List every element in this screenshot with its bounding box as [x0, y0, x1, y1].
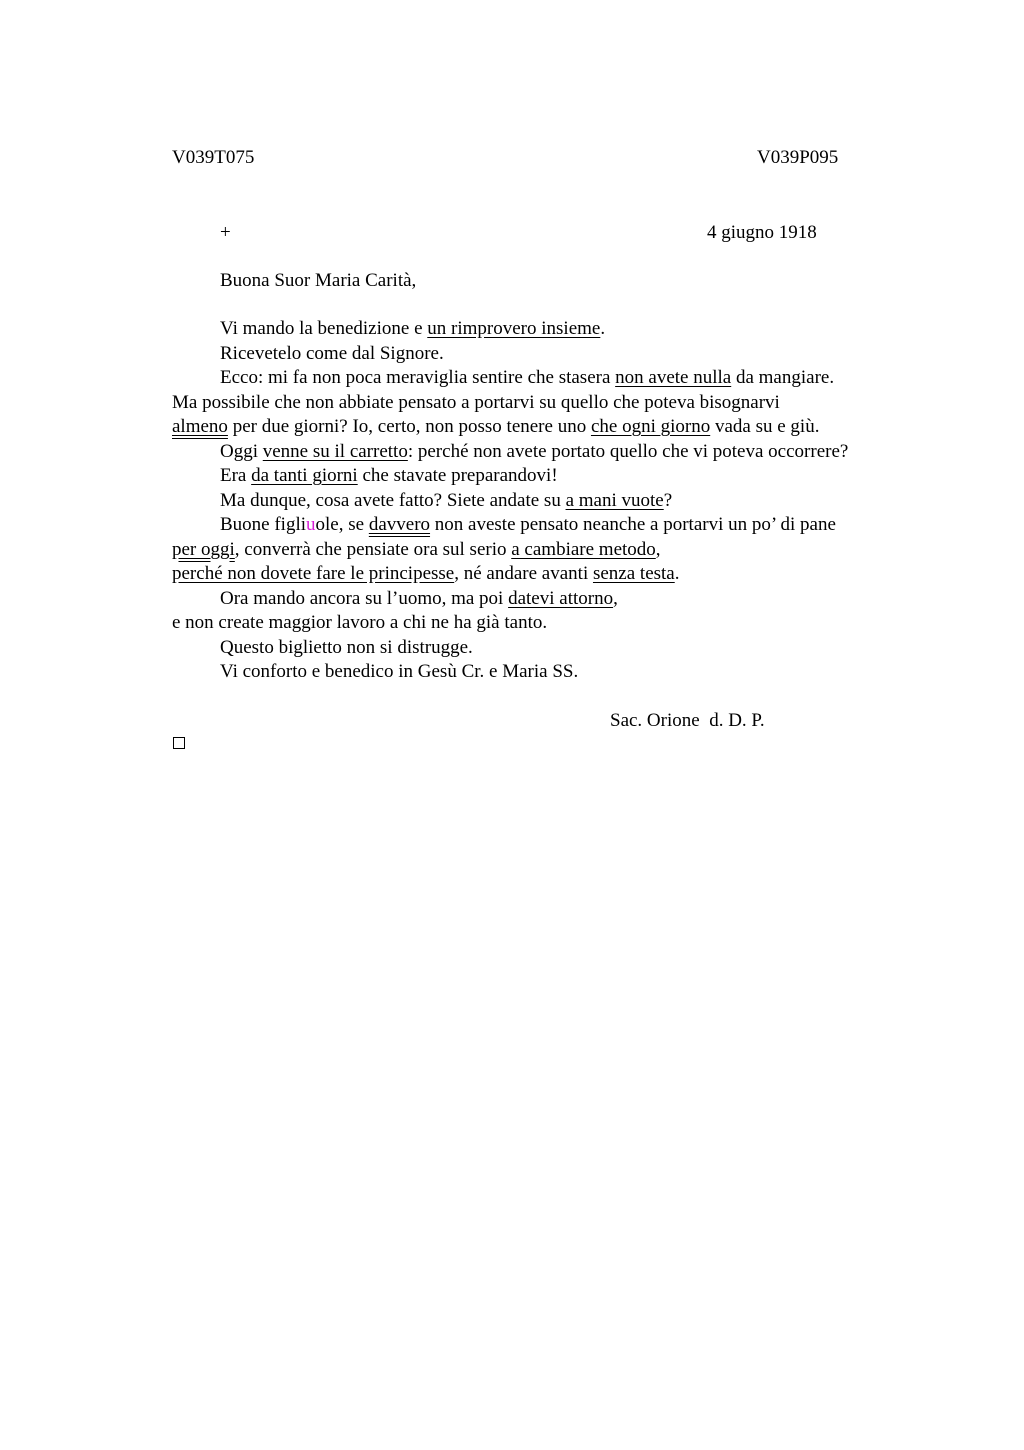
text-segment: .: [674, 563, 680, 584]
double-underlined-phrase: per oggi: [172, 539, 235, 560]
paragraph-7-line-3: [172, 563, 679, 585]
paragraph-4: [220, 441, 848, 463]
underlined-phrase: senza testa: [592, 563, 675, 584]
underlined-phrase: perché non dovete fare le principesse: [172, 563, 455, 584]
text-segment: Ora mando ancora su l’uomo, ma poi: [220, 588, 509, 609]
header-right-code: V039P095: [757, 147, 839, 168]
letter-date: 4 giugno 1918: [707, 222, 817, 243]
paragraph-10: Vi conforto e benedico in Gesù Cr. e Maria SS.: [220, 661, 579, 682]
text-segment: non aveste pensato neanche a portarvi un po’ di pane: [430, 514, 836, 535]
paragraph-3-line-1: [220, 367, 834, 389]
underlined-phrase: che ogni giorno: [590, 416, 711, 437]
highlighted-letter: u: [306, 514, 316, 535]
text-segment: , converrà che pensiate ora sul serio: [234, 539, 512, 560]
underlined-phrase: datevi attorno: [508, 588, 614, 609]
text-segment: ,: [613, 588, 618, 609]
underlined-phrase: a mani vuote: [565, 490, 664, 511]
paragraph-7-line-2: [172, 539, 661, 561]
paragraph-3-line-2: Ma possibile che non abbiate pensato a portarvi su quello che poteva bisognarvi: [172, 392, 780, 413]
paragraph-6: [220, 490, 672, 512]
text-segment: .: [600, 318, 606, 339]
text-segment: Vi mando la benedizione e: [220, 318, 428, 339]
text-segment: Buone figli: [220, 514, 307, 535]
double-underlined-phrase: almeno: [172, 416, 228, 437]
underlined-phrase: un rimprovero insieme: [427, 318, 601, 339]
paragraph-3-line-3: [172, 416, 819, 438]
paragraph-5: [220, 465, 558, 487]
text-segment: Oggi: [220, 441, 263, 462]
underlined-phrase: non avete nulla: [615, 367, 732, 388]
paragraph-2: Ricevetelo come dal Signore.: [220, 343, 444, 364]
paragraph-1: [220, 318, 605, 340]
text-segment: ole, se: [315, 514, 369, 535]
double-underlined-phrase: davvero: [368, 514, 431, 535]
text-segment: ?: [663, 490, 673, 511]
text-segment: , né andare avanti: [454, 563, 593, 584]
text-segment: che stavate preparandovi!: [357, 465, 558, 486]
text-segment: Ma dunque, cosa avete fatto? Siete andate su: [220, 490, 566, 511]
end-of-document-box-icon: [173, 737, 185, 749]
text-segment: Era: [220, 465, 252, 486]
paragraph-8-line-2: e non create maggior lavoro a chi ne ha già tanto.: [172, 612, 548, 633]
cross-symbol: +: [220, 222, 231, 243]
header-left-code: V039T075: [172, 147, 255, 168]
text-segment: per due giorni? Io, certo, non posso tenere uno: [227, 416, 591, 437]
text-segment: Ecco: mi fa non poca meraviglia sentire che stasera: [220, 367, 616, 388]
underlined-phrase: a cambiare metodo: [511, 539, 656, 560]
paragraph-9: Questo biglietto non si distrugge.: [220, 637, 473, 658]
text-segment: : perché non avete portato quello che vi poteva occorrere?: [407, 441, 849, 462]
text-segment: da mangiare.: [731, 367, 835, 388]
text-segment: ,: [655, 539, 661, 560]
underlined-phrase: venne su il carretto: [262, 441, 408, 462]
paragraph-8-line-1: [220, 588, 618, 610]
text-segment: vada su e giù.: [710, 416, 820, 437]
paragraph-7-line-1: [220, 514, 836, 536]
underlined-phrase: da tanti giorni: [251, 465, 358, 486]
signature: Sac. Orione d. D. P.: [610, 710, 765, 731]
salutation: Buona Suor Maria Carità,: [220, 270, 417, 291]
